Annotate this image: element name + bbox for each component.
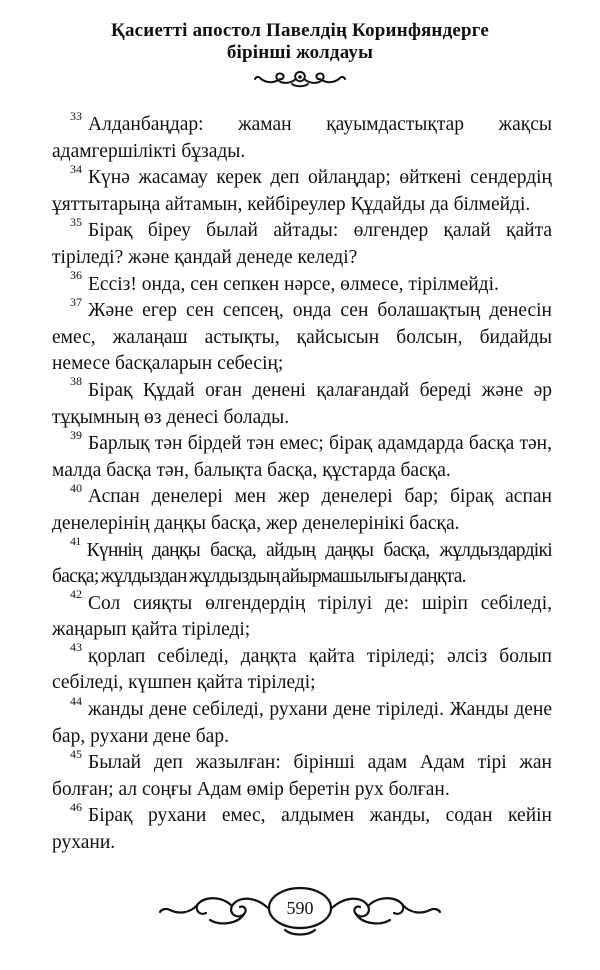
verse-text: Бірақ біреу былай айтады: өлгендер қалай қайта тіріледі? және қандай денеде келеді? bbox=[52, 220, 552, 268]
verse-number: 45 bbox=[70, 746, 82, 761]
verse-35 bbox=[52, 214, 552, 271]
verse-33 bbox=[52, 108, 552, 165]
verse-text: Күннің даңқы басқа, айдың даңқы басқа, жұлдыздардікі басқа; жұлдыздан жұлдыздың айырмашылығы даңқта. bbox=[52, 539, 552, 588]
page-footer bbox=[0, 880, 600, 950]
verse-number: 33 bbox=[70, 108, 82, 123]
verse-43 bbox=[52, 640, 552, 697]
verse-number: 46 bbox=[70, 799, 82, 814]
verse-41 bbox=[52, 534, 552, 591]
verse-list bbox=[52, 108, 552, 857]
verse-text: жанды дене себіледі, рухани дене тіріледі. Жанды дене бар, рухани дене бар. bbox=[52, 699, 552, 747]
verse-text: Былай деп жазылған: бірінші адам Адам тірі жан болған; ал соңғы Адам өмір беретін рух болған. bbox=[52, 752, 552, 800]
verse-44 bbox=[52, 693, 552, 750]
verse-number: 38 bbox=[70, 374, 82, 389]
verse-number: 41 bbox=[70, 534, 81, 548]
verse-number: 42 bbox=[70, 587, 82, 602]
verse-text: Сол сияқты өлгендердің тірілуі де: шіріп себіледі, жаңарып қайта тіріледі; bbox=[52, 592, 552, 641]
verse-number: 40 bbox=[70, 480, 82, 495]
verse-36 bbox=[52, 268, 552, 299]
verse-text: Барлық тән бірдей тән емес; бірақ адамдарда басқа тән, малда басқа тән, балықта басқа, құстарда басқа. bbox=[52, 433, 552, 481]
verse-number: 34 bbox=[70, 161, 82, 176]
header-title-line2: бірінші жолдауы bbox=[226, 42, 374, 63]
verse-34 bbox=[52, 161, 552, 218]
verse-39 bbox=[52, 427, 552, 484]
verse-text: Бірақ Құдай оған денені қалағандай береді және әр тұқымның өз денесі болады. bbox=[52, 379, 552, 428]
flourish-ornament-icon bbox=[252, 68, 348, 90]
page-number: 590 bbox=[286, 898, 314, 918]
verse-text: Аспан денелері мен жер денелері бар; бірақ аспан денелерінің даңқы басқа, жер денелерінікі басқа. bbox=[52, 486, 552, 534]
verse-number: 37 bbox=[70, 294, 82, 309]
verse-40 bbox=[52, 480, 552, 537]
verse-number: 44 bbox=[70, 693, 82, 708]
verse-text: Бірақ рухани емес, алдымен жанды, содан кейін рухани. bbox=[52, 805, 552, 854]
verse-38 bbox=[52, 374, 552, 431]
verse-number: 39 bbox=[70, 427, 82, 442]
verse-text: Және егер сен сепсең, онда сен болашақтың денесін емес, жалаңаш астықты, қайсысын болсын, бидайды немесе басқаларын себесің; bbox=[52, 300, 552, 375]
verse-37 bbox=[52, 294, 552, 378]
verse-45 bbox=[52, 746, 552, 803]
verse-text: Ессіз! онда, сен сепкен нәрсе, өлмесе, тірілмейді. bbox=[88, 273, 499, 295]
verse-number: 43 bbox=[70, 640, 82, 655]
verse-number: 36 bbox=[70, 268, 82, 283]
header-title-line1: Қасиетті апостол Павелдің Коринфяндерге bbox=[110, 20, 489, 41]
verse-text: Күнә жасамау керек деп ойлаңдар; өйткені сендердің ұяттытарыңа айтамын, кейбіреулер Құдайды да білмейді. bbox=[52, 167, 552, 215]
verse-text: Алданбаңдар: жаман қауымдастықтар жақсы адамгершілікті бұзады. bbox=[52, 114, 552, 162]
verse-42 bbox=[52, 587, 552, 644]
verse-46 bbox=[52, 799, 552, 856]
page-header bbox=[0, 20, 600, 90]
verse-number: 35 bbox=[70, 214, 82, 229]
verse-text: қорлап себіледі, даңқта қайта тіріледі; әлсіз болып себіледі, күшпен қайта тіріледі; bbox=[52, 645, 552, 694]
